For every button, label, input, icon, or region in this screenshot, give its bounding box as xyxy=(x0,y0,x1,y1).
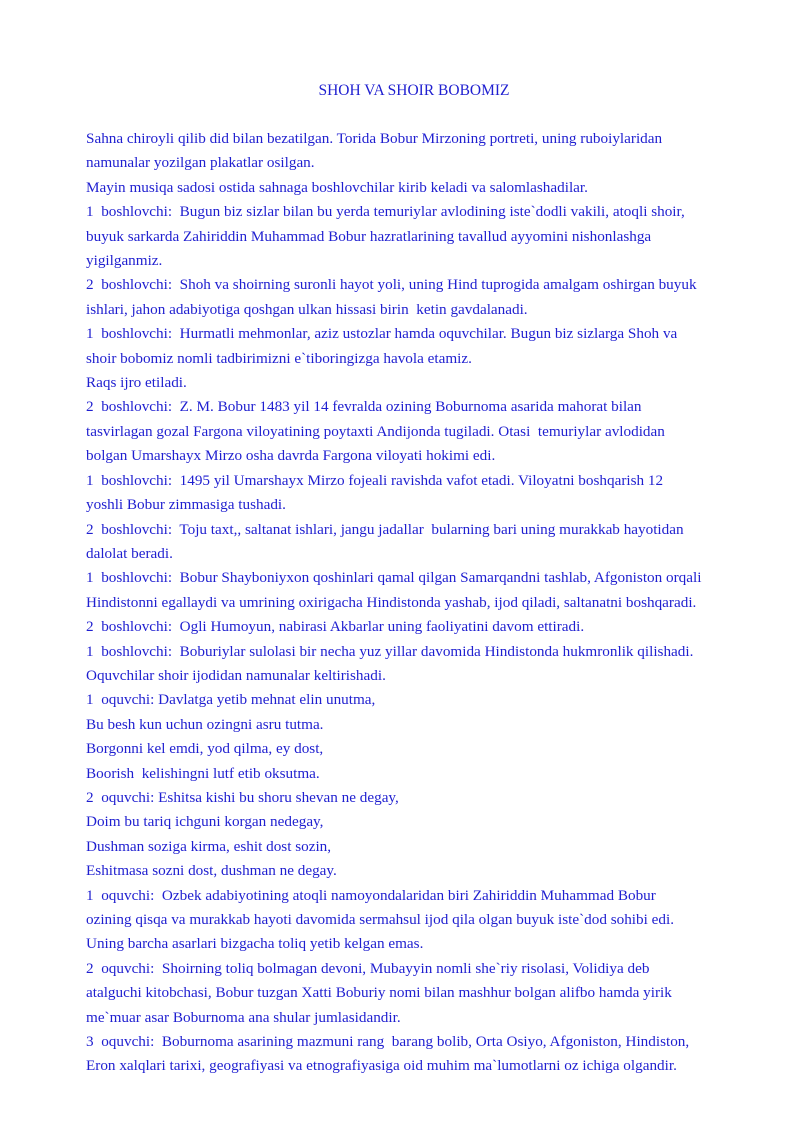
text-line: shoir bobomiz nomli tadbirimizni e`tiboringizga havola etamiz. xyxy=(86,349,472,367)
text-line: 2 boshlovchi: Z. M. Bobur 1483 yil 14 fevralda ozining Boburnoma asarida mahorat bilan xyxy=(86,398,642,416)
text-line: Eshitmasa sozni dost, dushman ne degay. xyxy=(86,862,337,880)
document-body xyxy=(86,127,766,1079)
text-line: yigilganmiz. xyxy=(86,252,163,270)
text-line: bolgan Umarshayx Mirzo osha davrda Fargona viloyati hokimi edi. xyxy=(86,447,496,465)
text-line: ishlari, jahon adabiyotiga qoshgan ulkan hissasi birin ketin gavdalanadi. xyxy=(86,300,528,318)
text-line: 2 boshlovchi: Ogli Humoyun, nabirasi Akbarlar uning faoliyatini davom ettiradi. xyxy=(86,618,585,636)
text-line: 2 oquvchi: Eshitsa kishi bu shoru shevan ne degay, xyxy=(86,788,399,806)
text-line: ozining qisqa va murakkab hayoti davomida sermahsul ijod qila olgan buyuk iste`dod sohibi edi. xyxy=(86,911,674,928)
text-line: Oquvchilar shoir ijodidan namunalar keltirishadi. xyxy=(86,666,386,684)
text-line: 1 oquvchi: Davlatga yetib mehnat elin unutma, xyxy=(86,691,376,709)
text-line: 1 boshlovchi: Hurmatli mehmonlar, aziz ustozlar hamda oquvchilar. Bugun biz sizlarga Shoh va xyxy=(86,325,678,343)
text-line: Raqs ijro etiladi. xyxy=(86,374,187,392)
text-line: 1 boshlovchi: Boburiylar sulolasi bir necha yuz yillar davomida Hindistonda hukmronlik qilishadi. xyxy=(86,642,694,660)
text-line: Sahna chiroyli qilib did bilan bezatilgan. Torida Bobur Mirzoning portreti, uning ruboiylaridan xyxy=(86,130,663,147)
text-line: 1 boshlovchi: 1495 yil Umarshayx Mirzo fojeali ravishda vafot etadi. Viloyatni boshqarish 12 xyxy=(86,471,664,489)
text-line: Hindistonni egallaydi va umrining oxirigacha Hindistonda yashab, ijod qiladi, saltanatni boshqaradi. xyxy=(86,593,697,611)
text-line: 1 boshlovchi: Bobur Shayboniyxon qoshinlari qamal qilgan Samarqandni tashlab, Afgoniston orqali xyxy=(86,569,702,587)
text-line: Borgonni kel emdi, yod qilma, ey dost, xyxy=(86,740,324,758)
text-line: namunalar yozilgan plakatlar osilgan. xyxy=(86,154,315,172)
text-line: Doim bu tariq ichguni korgan nedegay, xyxy=(86,813,324,831)
text-line: 2 oquvchi: Shoirning toliq bolmagan devoni, Mubayyin nomli she`riy risolasi, Volidiya deb xyxy=(86,959,650,977)
text-line: me`muar asar Boburnoma ana shular jumlasidandir. xyxy=(86,1008,401,1026)
text-line: 3 oquvchi: Boburnoma asarining mazmuni rang barang bolib, Orta Osiyo, Afgoniston, Hindiston, xyxy=(86,1033,690,1051)
text-line: tasvirlagan gozal Fargona viloyatining poytaxti Andijonda tugiladi. Otasi temuriylar avlodidan xyxy=(86,422,665,440)
text-line: Mayin musiqa sadosi ostida sahnaga boshlovchilar kirib keladi va salomlashadilar. xyxy=(86,178,588,196)
text-line: Dushman soziga kirma, eshit dost sozin, xyxy=(86,837,332,855)
text-line: 2 boshlovchi: Toju taxt,, saltanat ishlari, jangu jadallar bularning bari uning murakkab hayotidan xyxy=(86,520,684,538)
text-line: buyuk sarkarda Zahiriddin Muhammad Bobur hazratlarining tavallud ayyomini nishonlashga xyxy=(86,227,652,245)
text-line: yoshli Bobur zimmasiga tushadi. xyxy=(86,496,286,514)
text-line: Boorish kelishingni lutf etib oksutma. xyxy=(86,764,320,782)
document-title: SHOH VA SHOIR BOBOMIZ xyxy=(318,82,510,99)
text-line: 1 oquvchi: Ozbek adabiyotining atoqli namoyondalaridan biri Zahiriddin Muhammad Bobur xyxy=(86,886,656,904)
text-line: atalguchi kitobchasi, Bobur tuzgan Xatti Boburiy nomi bilan mashhur bolgan alifbo hamda yirik xyxy=(86,984,672,1002)
text-line: Eron xalqlari tarixi, geografiyasi va etnografiyasiga oid muhim ma`lumotlarni oz ichiga olgandir. xyxy=(86,1057,677,1075)
text-line: dalolat beradi. xyxy=(86,544,173,562)
text-line: Uning barcha asarlari bizgacha toliq yetib kelgan emas. xyxy=(86,935,424,953)
text-line: 1 boshlovchi: Bugun biz sizlar bilan bu yerda temuriylar avlodining iste`dodli vakili, atoqli shoir, xyxy=(86,203,685,221)
text-line: 2 boshlovchi: Shoh va shoirning suronli hayot yoli, uning Hind tuprogida amalgam oshirgan buyuk xyxy=(86,276,697,294)
text-line: Bu besh kun uchun ozingni asru tutma. xyxy=(86,715,324,733)
